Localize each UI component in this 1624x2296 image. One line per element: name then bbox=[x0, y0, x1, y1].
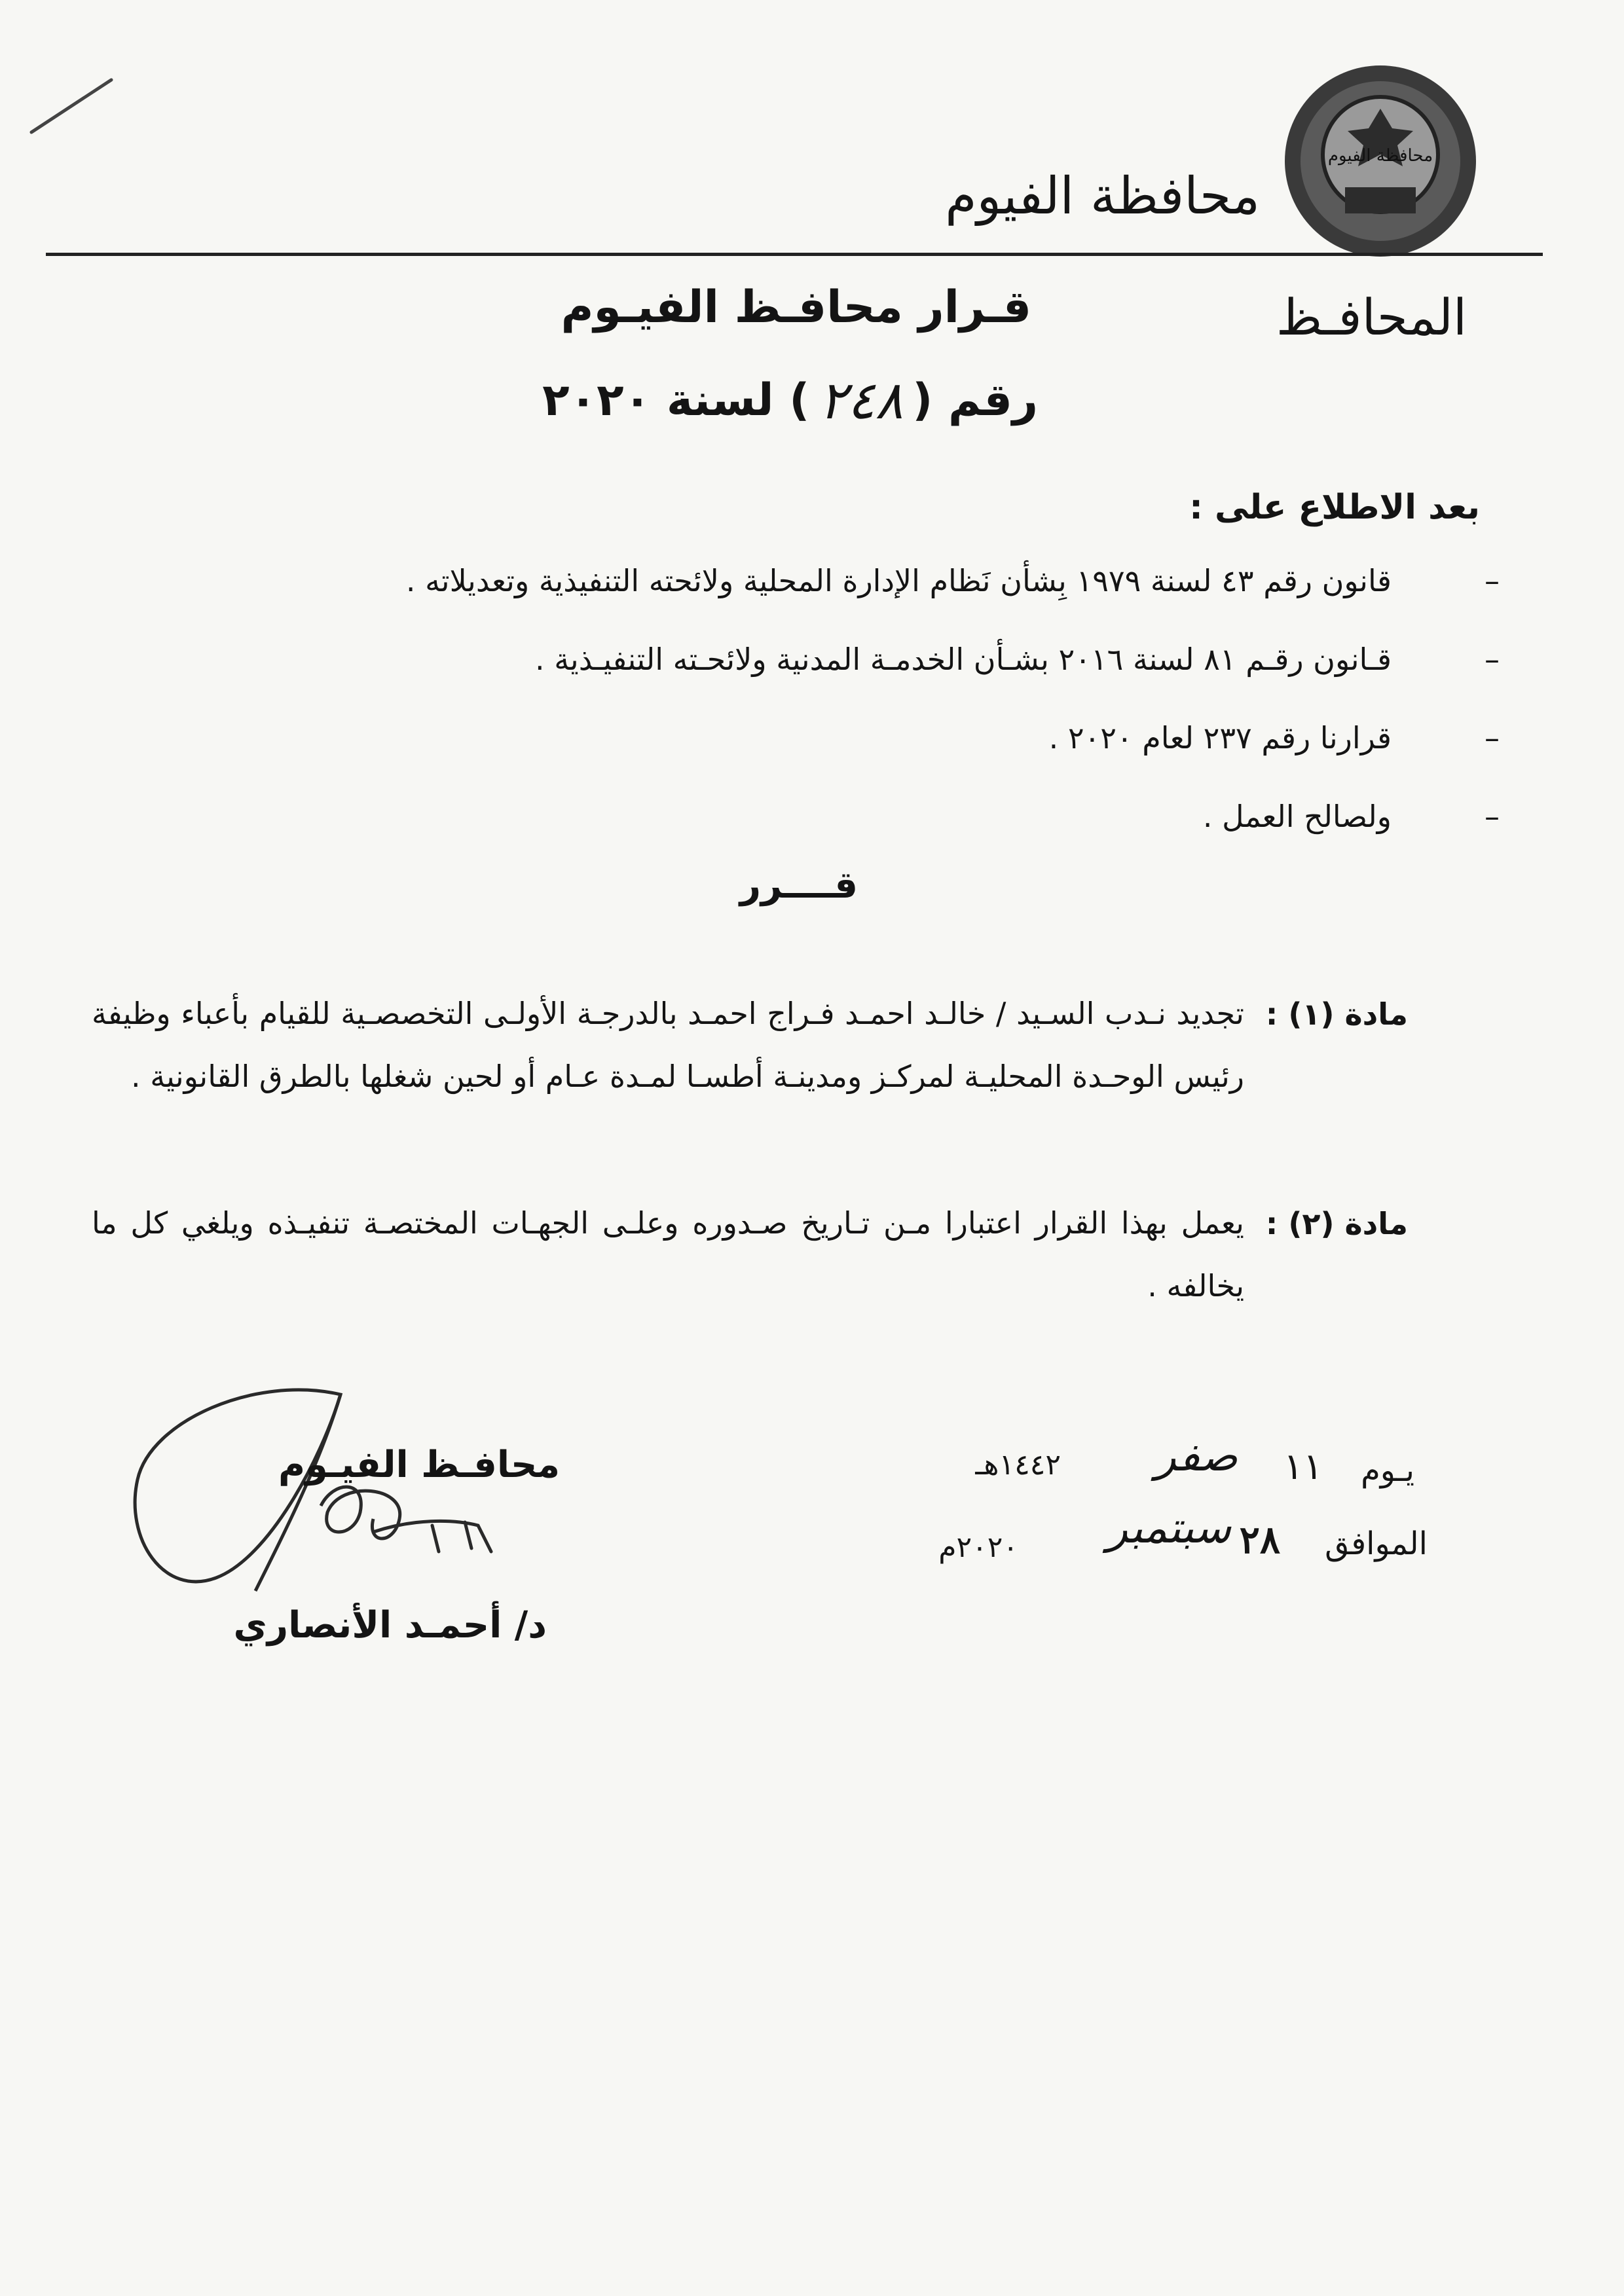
whereas-item-text: قرارنا رقم ٢٣٧ لعام ٢٠٢٠ . bbox=[1048, 720, 1392, 756]
decision-number-suffix: ) لسنة ٢٠٢٠ bbox=[542, 374, 810, 426]
decided-heading: قــــرر bbox=[739, 864, 858, 907]
day-label: يـوم bbox=[1361, 1452, 1414, 1489]
article-1-text: تجديد نـدب السـيد / خالـد احمـد فـراج احمـد بالدرجـة الأولـى التخصصـية للقيام بأعباء وظيفة رئيس الوحـدة المحليـة لمركـز ومدينـة أطسـا لمـدة عـام أو لحين شغلها بالطرق القانونية . bbox=[92, 996, 1244, 1094]
hijri-year: ١٤٤٢هـ bbox=[975, 1448, 1061, 1482]
decision-number-value: ٢٤٨ bbox=[819, 370, 904, 431]
whereas-item bbox=[1048, 720, 1500, 756]
pen-stroke-mark bbox=[26, 72, 118, 137]
bullet-dash: – bbox=[1485, 563, 1500, 598]
header-divider bbox=[46, 253, 1543, 256]
article-2-text: يعمل بهذا القرار اعتبارا مـن تـاريخ صـدوره وعلـى الجهـات المختصـة تنفيـذه ويلغي كل ما يخالفه . bbox=[92, 1205, 1244, 1303]
decision-number bbox=[542, 370, 1038, 431]
handwritten-signature bbox=[124, 1381, 544, 1630]
governor-label: المحافـظ bbox=[1276, 288, 1467, 346]
hijri-month-handwritten: صفر bbox=[1155, 1430, 1238, 1481]
whereas-heading: بعد الاطلاع على : bbox=[1189, 488, 1480, 527]
whereas-item bbox=[1202, 799, 1500, 834]
gregorian-month-handwritten: سبتمبر bbox=[1107, 1503, 1231, 1553]
signature-title: محافـظ الفيـوم bbox=[278, 1444, 560, 1486]
svg-text:محافظة الفيوم: محافظة الفيوم bbox=[1327, 146, 1433, 166]
whereas-item-text: ولصالح العمل . bbox=[1202, 799, 1392, 834]
day-number: ١١ bbox=[1283, 1446, 1323, 1488]
signatory-name: د/ أحمـد الأنصاري bbox=[233, 1604, 547, 1647]
article-1-label: مادة (١) : bbox=[1265, 996, 1408, 1032]
decision-number-prefix: رقم ( bbox=[912, 374, 1038, 426]
bullet-dash: – bbox=[1485, 799, 1500, 834]
corresponding-label: الموافق bbox=[1325, 1525, 1428, 1562]
whereas-item-text: قـانون رقـم ٨١ لسنة ٢٠١٦ بشـأن الخدمـة المدنية ولائحـته التنفيـذية . bbox=[535, 642, 1392, 677]
governorate-emblem-seal bbox=[1282, 63, 1479, 259]
bullet-dash: – bbox=[1485, 720, 1500, 756]
gregorian-day-handwritten: ٢٨ bbox=[1239, 1518, 1280, 1562]
bullet-dash: – bbox=[1485, 642, 1500, 677]
whereas-item bbox=[535, 642, 1500, 677]
decision-title: قـرار محافـظ الفيـوم bbox=[561, 282, 1031, 333]
whereas-item bbox=[405, 563, 1500, 598]
gregorian-year: ٢٠٢٠م bbox=[938, 1531, 1018, 1564]
governorate-name: محافظة الفيوم bbox=[945, 167, 1260, 226]
article-2-label: مادة (٢) : bbox=[1265, 1206, 1408, 1241]
whereas-item-text: قانون رقم ٤٣ لسنة ١٩٧٩ بِشأن نَظام الإدارة المحلية ولائحته التنفيذية وتعديلاته . bbox=[405, 563, 1392, 598]
